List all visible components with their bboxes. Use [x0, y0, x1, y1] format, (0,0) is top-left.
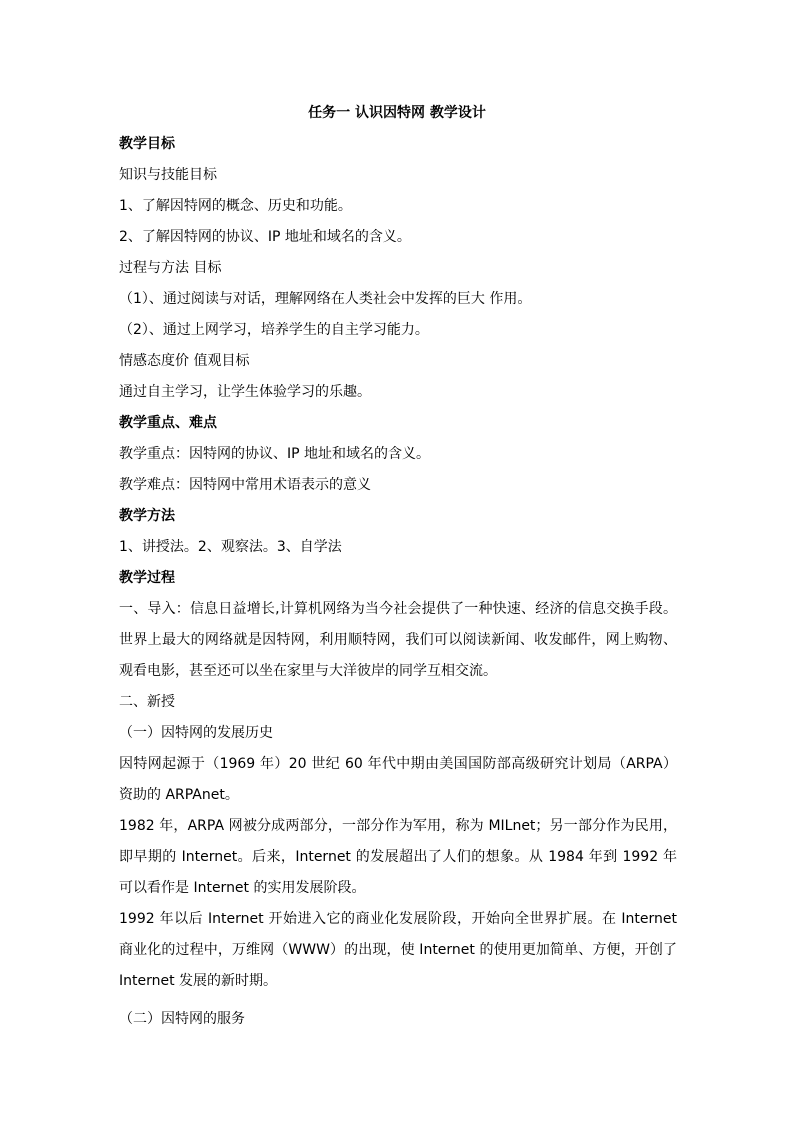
difficult-point: 教学难点：因特网中常用术语表示的意义 — [119, 477, 371, 493]
process-item-2: （2）、通过上网学习，培养学生的自主学习能力。 — [119, 322, 429, 338]
subheading-emotion-values: 情感态度价 值观目标 — [119, 353, 250, 369]
subheading-process-method: 过程与方法 目标 — [119, 260, 222, 276]
process-item-1: （1）、通过阅读与对话，理解网络在人类社会中发挥的巨大 作用。 — [119, 291, 532, 307]
heading-key-points: 教学重点、难点 — [119, 415, 217, 431]
intro-paragraph: 一、导入：信息日益增长,计算机网络为当今社会提供了一种快速、经济的信息交换手段。世界上最大的网络就是因特网，利用顺特网，我们可以阅读新闻、收发邮件，网上购物、观看电影，甚至还可以坐在家里与大洋彼岸的同学互相交流。 — [119, 601, 677, 679]
heading-teaching-goals: 教学目标 — [119, 136, 175, 152]
goal-item-2: 2、了解因特网的协议、IP 地址和域名的含义。 — [119, 229, 411, 245]
emotion-item-1: 通过自主学习，让学生体验学习的乐趣。 — [119, 384, 371, 400]
history-paragraph-1: 因特网起源于（1969 年）20 世纪 60 年代中期由美国国防部高级研究计划局（ARPA）资助的 ARPAnet。 — [119, 756, 677, 803]
subsection-history: （一）因特网的发展历史 — [119, 725, 273, 741]
method-list: 1、讲授法。2、观察法。3、自学法 — [119, 539, 342, 555]
document-title: 任务一 认识因特网 教学设计 — [308, 105, 486, 121]
goal-item-1: 1、了解因特网的概念、历史和功能。 — [119, 198, 352, 214]
heading-teaching-method: 教学方法 — [119, 508, 175, 524]
section-new-lesson: 二、新授 — [119, 694, 175, 710]
history-paragraph-3: 1992 年以后 Internet 开始进入它的商业化发展阶段，开始向全世界扩展。在 Internet 商业化的过程中，万维网（WWW）的出现，使 Internet 的使用更加简单、方便，开创了 Internet 发展的新时期。 — [119, 911, 677, 989]
heading-teaching-process: 教学过程 — [119, 570, 175, 586]
key-point: 教学重点：因特网的协议、IP 地址和域名的含义。 — [119, 446, 431, 462]
history-paragraph-2: 1982 年，ARPA 网被分成两部分，一部分作为军用，称为 MILnet；另一部分作为民用，即早期的 Internet。后来，Internet 的发展超出了人们的想象。从 1984 年到 1992 年可以看作是 Internet 的实用发展阶段。 — [119, 818, 677, 896]
subheading-knowledge-skills: 知识与技能目标 — [119, 167, 217, 183]
subsection-services: （二）因特网的服务 — [119, 1011, 245, 1027]
